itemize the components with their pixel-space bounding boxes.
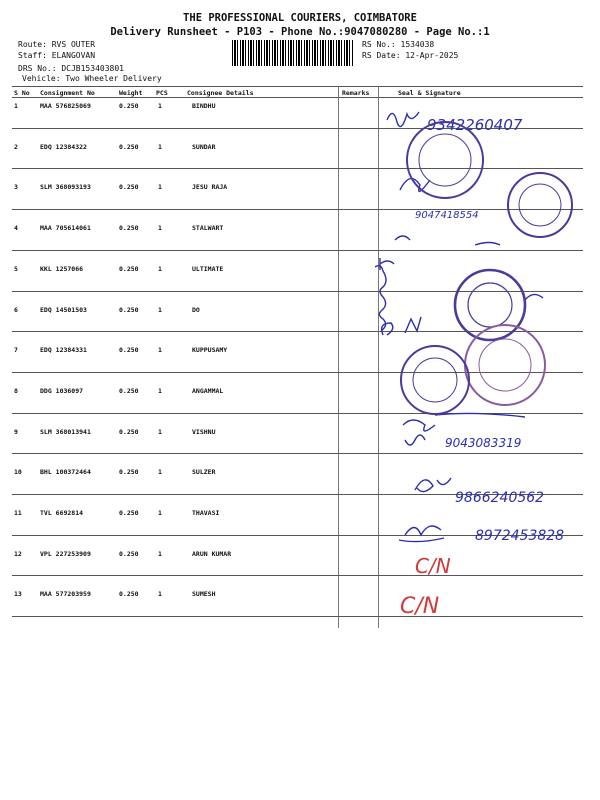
cell-weight: 0.250 (119, 509, 139, 517)
handwritten-phone-2: 9047418554 (415, 210, 479, 221)
cell-consignment: MAA 577203959 (40, 590, 91, 599)
header-seal-signature: Seal & Signature (398, 89, 461, 97)
header-consignee: Consignee Details (187, 89, 254, 97)
cell-weight: 0.250 (119, 224, 139, 233)
cell-pcs: 1 (158, 264, 162, 273)
document-subtitle: Delivery Runsheet - P103 - Phone No.:9047080280 - Page No.:1 (110, 26, 490, 38)
cell-pcs: 1 (158, 549, 162, 558)
cell-sno: 5 (14, 264, 18, 273)
cell-weight: 0.250 (119, 468, 139, 477)
cell-consignment: SLM 368013941 (40, 427, 91, 436)
cell-sno: 13 (14, 590, 22, 599)
cell-sno: 12 (14, 549, 22, 558)
document-title: THE PROFESSIONAL COURIERS, COIMBATORE (183, 12, 417, 24)
cell-weight: 0.250 (119, 386, 139, 395)
cell-consignment: MAA 705614061 (40, 224, 91, 233)
route-label: Route: RVS OUTER (18, 40, 96, 49)
cell-pcs: 1 (158, 386, 162, 395)
handwritten-phone-3: 9043083319 (445, 436, 522, 450)
round-stamp-3 (455, 270, 525, 340)
cell-consignee: BINDHU (192, 102, 216, 110)
handwritten-phone-1: 9342260407 (427, 116, 523, 134)
cell-consignee: KUPPUSAMY (192, 346, 228, 355)
cell-sno: 3 (14, 183, 18, 192)
cell-consignment: DDG 1036097 (40, 386, 84, 395)
cell-pcs: 1 (158, 102, 162, 110)
round-stamp-5 (401, 346, 469, 414)
cell-weight: 0.250 (119, 427, 139, 436)
cell-sno: 8 (14, 386, 18, 395)
cell-consignee: SULZER (192, 468, 216, 477)
header-weight: Weight (119, 89, 143, 97)
table-top-border (12, 86, 583, 87)
rs-date: RS Date: 12-Apr-2025 (362, 51, 459, 60)
seal-signature-area (375, 95, 585, 630)
barcode (232, 40, 354, 66)
cell-consignment: EDQ 12384331 (40, 346, 87, 355)
header-pcs: PCS (156, 89, 168, 97)
cell-consignee: SUNDAR (192, 142, 216, 151)
cell-consignee: STALWART (192, 224, 224, 233)
cell-consignee: ULTIMATE (192, 264, 224, 273)
round-stamp-2 (508, 173, 572, 237)
cell-sno: 1 (14, 102, 18, 110)
cell-pcs: 1 (158, 509, 162, 517)
cell-weight: 0.250 (119, 549, 139, 558)
cell-pcs: 1 (158, 224, 162, 233)
cell-consignment: VPL 227253909 (40, 549, 91, 558)
vehicle-label: Vehicle: Two Wheeler Delivery (22, 74, 162, 83)
cell-consignee: JESU RAJA (192, 183, 228, 192)
cell-consignment: MAA 576825069 (40, 102, 91, 110)
cn-mark-row13: C/N (400, 594, 440, 619)
cell-pcs: 1 (158, 305, 162, 314)
cell-pcs: 1 (158, 183, 162, 192)
remarks-divider (338, 86, 339, 628)
header-consignment: Consignment No (40, 89, 95, 97)
handwritten-phone-5: 8972453828 (475, 528, 565, 544)
company-stamps (401, 122, 572, 414)
cn-mark-row12: C/N (415, 554, 451, 578)
cell-sno: 9 (14, 427, 18, 436)
cell-pcs: 1 (158, 142, 162, 151)
cell-pcs: 1 (158, 427, 162, 436)
cell-consignment: EDQ 12384322 (40, 142, 87, 151)
cell-weight: 0.250 (119, 142, 139, 151)
staff-label: Staff: ELANGOVAN (18, 51, 96, 60)
header-remarks: Remarks (342, 89, 370, 97)
cell-consignment: SLM 368093193 (40, 183, 91, 192)
cell-sno: 11 (14, 509, 22, 517)
cell-consignee: THAVASI (192, 509, 220, 517)
cell-sno: 4 (14, 224, 18, 233)
cell-consignee: ARUN KUMAR (192, 549, 232, 558)
cell-sno: 7 (14, 346, 18, 355)
cell-consignee: SUMESH (192, 590, 216, 599)
cell-weight: 0.250 (119, 102, 139, 110)
cell-consignment: EDQ 14501503 (40, 305, 87, 314)
handwritten-phone-4: 9866240562 (455, 490, 545, 506)
cell-pcs: 1 (158, 346, 162, 355)
cell-pcs: 1 (158, 468, 162, 477)
cell-consignee: ANGAMMAL (192, 386, 224, 395)
cell-consignment: BHL 100372464 (40, 468, 91, 477)
cell-consignee: DO (192, 305, 200, 314)
cell-sno: 6 (14, 305, 18, 314)
rs-number: RS No.: 1534038 (362, 40, 435, 49)
cell-consignment: KKL 1257066 (40, 264, 84, 273)
cell-pcs: 1 (158, 590, 162, 599)
red-cn-marks (400, 554, 451, 619)
cell-sno: 10 (14, 468, 22, 477)
cell-weight: 0.250 (119, 305, 139, 314)
cell-weight: 0.250 (119, 183, 139, 192)
cell-sno: 2 (14, 142, 18, 151)
header-sno: S No (14, 89, 30, 97)
drs-number: DRS No.: DCJB153403801 (18, 64, 124, 73)
cell-weight: 0.250 (119, 590, 139, 599)
cell-weight: 0.250 (119, 346, 139, 355)
cell-consignment: TVL 6692814 (40, 509, 84, 517)
cell-consignee: VISHNU (192, 427, 216, 436)
cell-weight: 0.250 (119, 264, 139, 273)
